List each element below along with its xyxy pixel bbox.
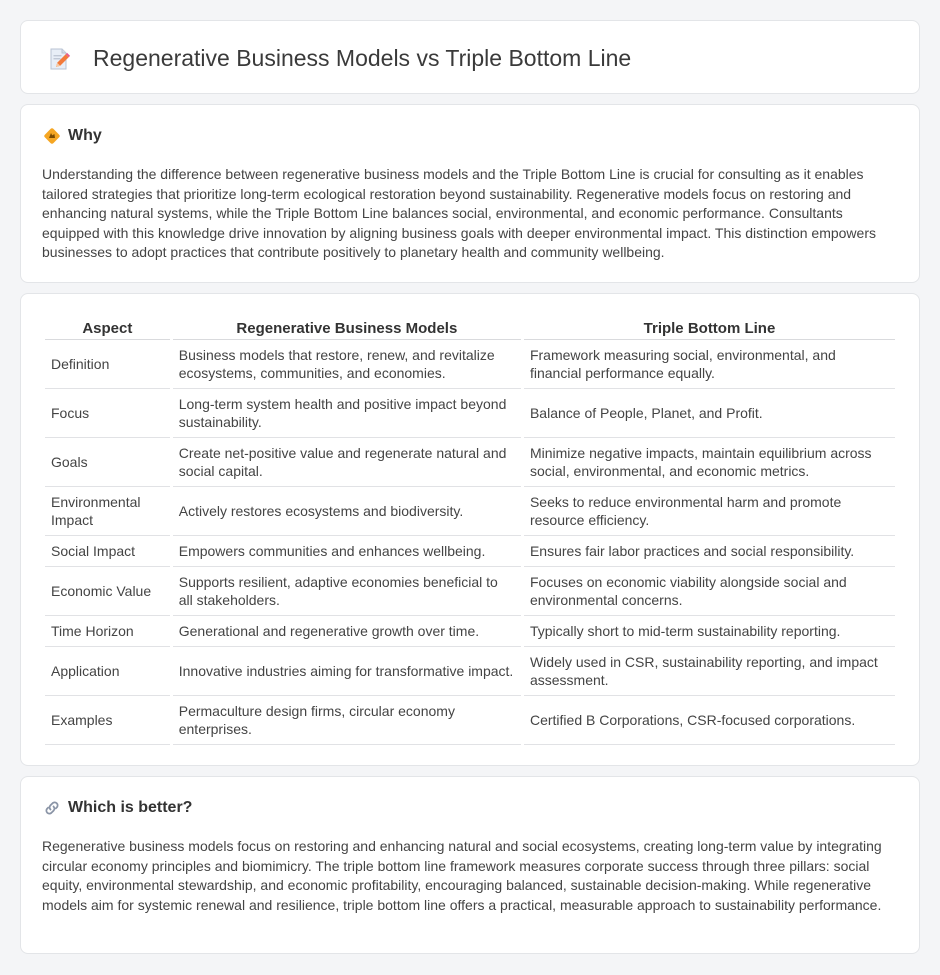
row-aspect: Definition	[45, 340, 170, 389]
table-header-row	[45, 314, 895, 340]
document-pencil-icon	[47, 47, 71, 71]
diamond-warning-icon	[43, 127, 61, 145]
row-tbl: Focuses on economic viability alongside social and environmental concerns.	[524, 567, 895, 616]
why-section	[20, 104, 920, 283]
row-regenerative: Supports resilient, adaptive economies beneficial to all stakeholders.	[173, 567, 521, 616]
better-text: Regenerative business models focus on restoring and enhancing natural and social ecosystems, creating long-term value by integrating circular economy principles and biomimicry. The triple bottom line framework measures corporate success through three pillars: social equity, environmental stewardship, and economic profitability, encouraging balanced, sustainable decision-making. While regenerative models aim for systemic renewal and resilience, triple bottom line offers a practical, measurable approach to sustainability performance.	[42, 838, 882, 913]
row-tbl: Minimize negative impacts, maintain equilibrium across social, environmental, and economic metrics.	[524, 438, 895, 487]
row-regenerative: Business models that restore, renew, and revitalize ecosystems, communities, and economies.	[173, 340, 521, 389]
link-icon	[43, 799, 61, 817]
row-tbl: Balance of People, Planet, and Profit.	[524, 389, 895, 438]
row-aspect: Social Impact	[45, 536, 170, 567]
row-aspect: Time Horizon	[45, 616, 170, 647]
table-row	[45, 567, 895, 616]
column-header-regenerative: Regenerative Business Models	[173, 314, 521, 340]
row-regenerative: Create net-positive value and regenerate natural and social capital.	[173, 438, 521, 487]
row-aspect: Goals	[45, 438, 170, 487]
row-regenerative: Permaculture design firms, circular economy enterprises.	[173, 696, 521, 745]
row-aspect: Examples	[45, 696, 170, 745]
why-heading	[43, 127, 102, 145]
table-row	[45, 438, 895, 487]
row-tbl: Seeks to reduce environmental harm and promote resource efficiency.	[524, 487, 895, 536]
table-row	[45, 389, 895, 438]
table-row	[45, 647, 895, 696]
column-header-aspect: Aspect	[45, 314, 170, 340]
table-row	[45, 616, 895, 647]
row-regenerative: Long-term system health and positive impact beyond sustainability.	[173, 389, 521, 438]
comparison-table-section	[20, 293, 920, 766]
row-tbl: Widely used in CSR, sustainability reporting, and impact assessment.	[524, 647, 895, 696]
column-header-tbl: Triple Bottom Line	[524, 314, 895, 340]
row-regenerative: Empowers communities and enhances wellbeing.	[173, 536, 521, 567]
why-title: Why	[68, 127, 102, 144]
table-row	[45, 696, 895, 745]
row-regenerative: Actively restores ecosystems and biodiversity.	[173, 487, 521, 536]
row-aspect: Environmental Impact	[45, 487, 170, 536]
table-row	[45, 536, 895, 567]
table-row	[45, 340, 895, 389]
row-tbl: Certified B Corporations, CSR-focused corporations.	[524, 696, 895, 745]
row-regenerative: Innovative industries aiming for transformative impact.	[173, 647, 521, 696]
better-title: Which is better?	[68, 799, 193, 816]
table-row	[45, 487, 895, 536]
page-title: Regenerative Business Models vs Triple Bottom Line	[93, 45, 632, 71]
row-regenerative: Generational and regenerative growth over time.	[173, 616, 521, 647]
header-card	[20, 20, 920, 94]
why-text: Understanding the difference between regenerative business models and the Triple Bottom Line is crucial for consulting as it enables tailored strategies that prioritize long-term ecological restoration beyond sustainability. Regenerative models focus on restoring and enhancing natural systems, while the Triple Bottom Line balances social, environmental, and economic performance. Consultants equipped with this knowledge drive innovation by aligning business goals with deeper environmental impact. This distinction empowers businesses to adopt practices that contribute positively to planetary health and community wellbeing.	[42, 166, 876, 261]
which-is-better-section	[20, 776, 920, 954]
row-tbl: Typically short to mid-term sustainability reporting.	[524, 616, 895, 647]
row-aspect: Application	[45, 647, 170, 696]
row-aspect: Economic Value	[45, 567, 170, 616]
better-heading	[43, 799, 192, 817]
comparison-table	[42, 314, 898, 745]
row-tbl: Framework measuring social, environmental, and financial performance equally.	[524, 340, 895, 389]
row-tbl: Ensures fair labor practices and social responsibility.	[524, 536, 895, 567]
row-aspect: Focus	[45, 389, 170, 438]
